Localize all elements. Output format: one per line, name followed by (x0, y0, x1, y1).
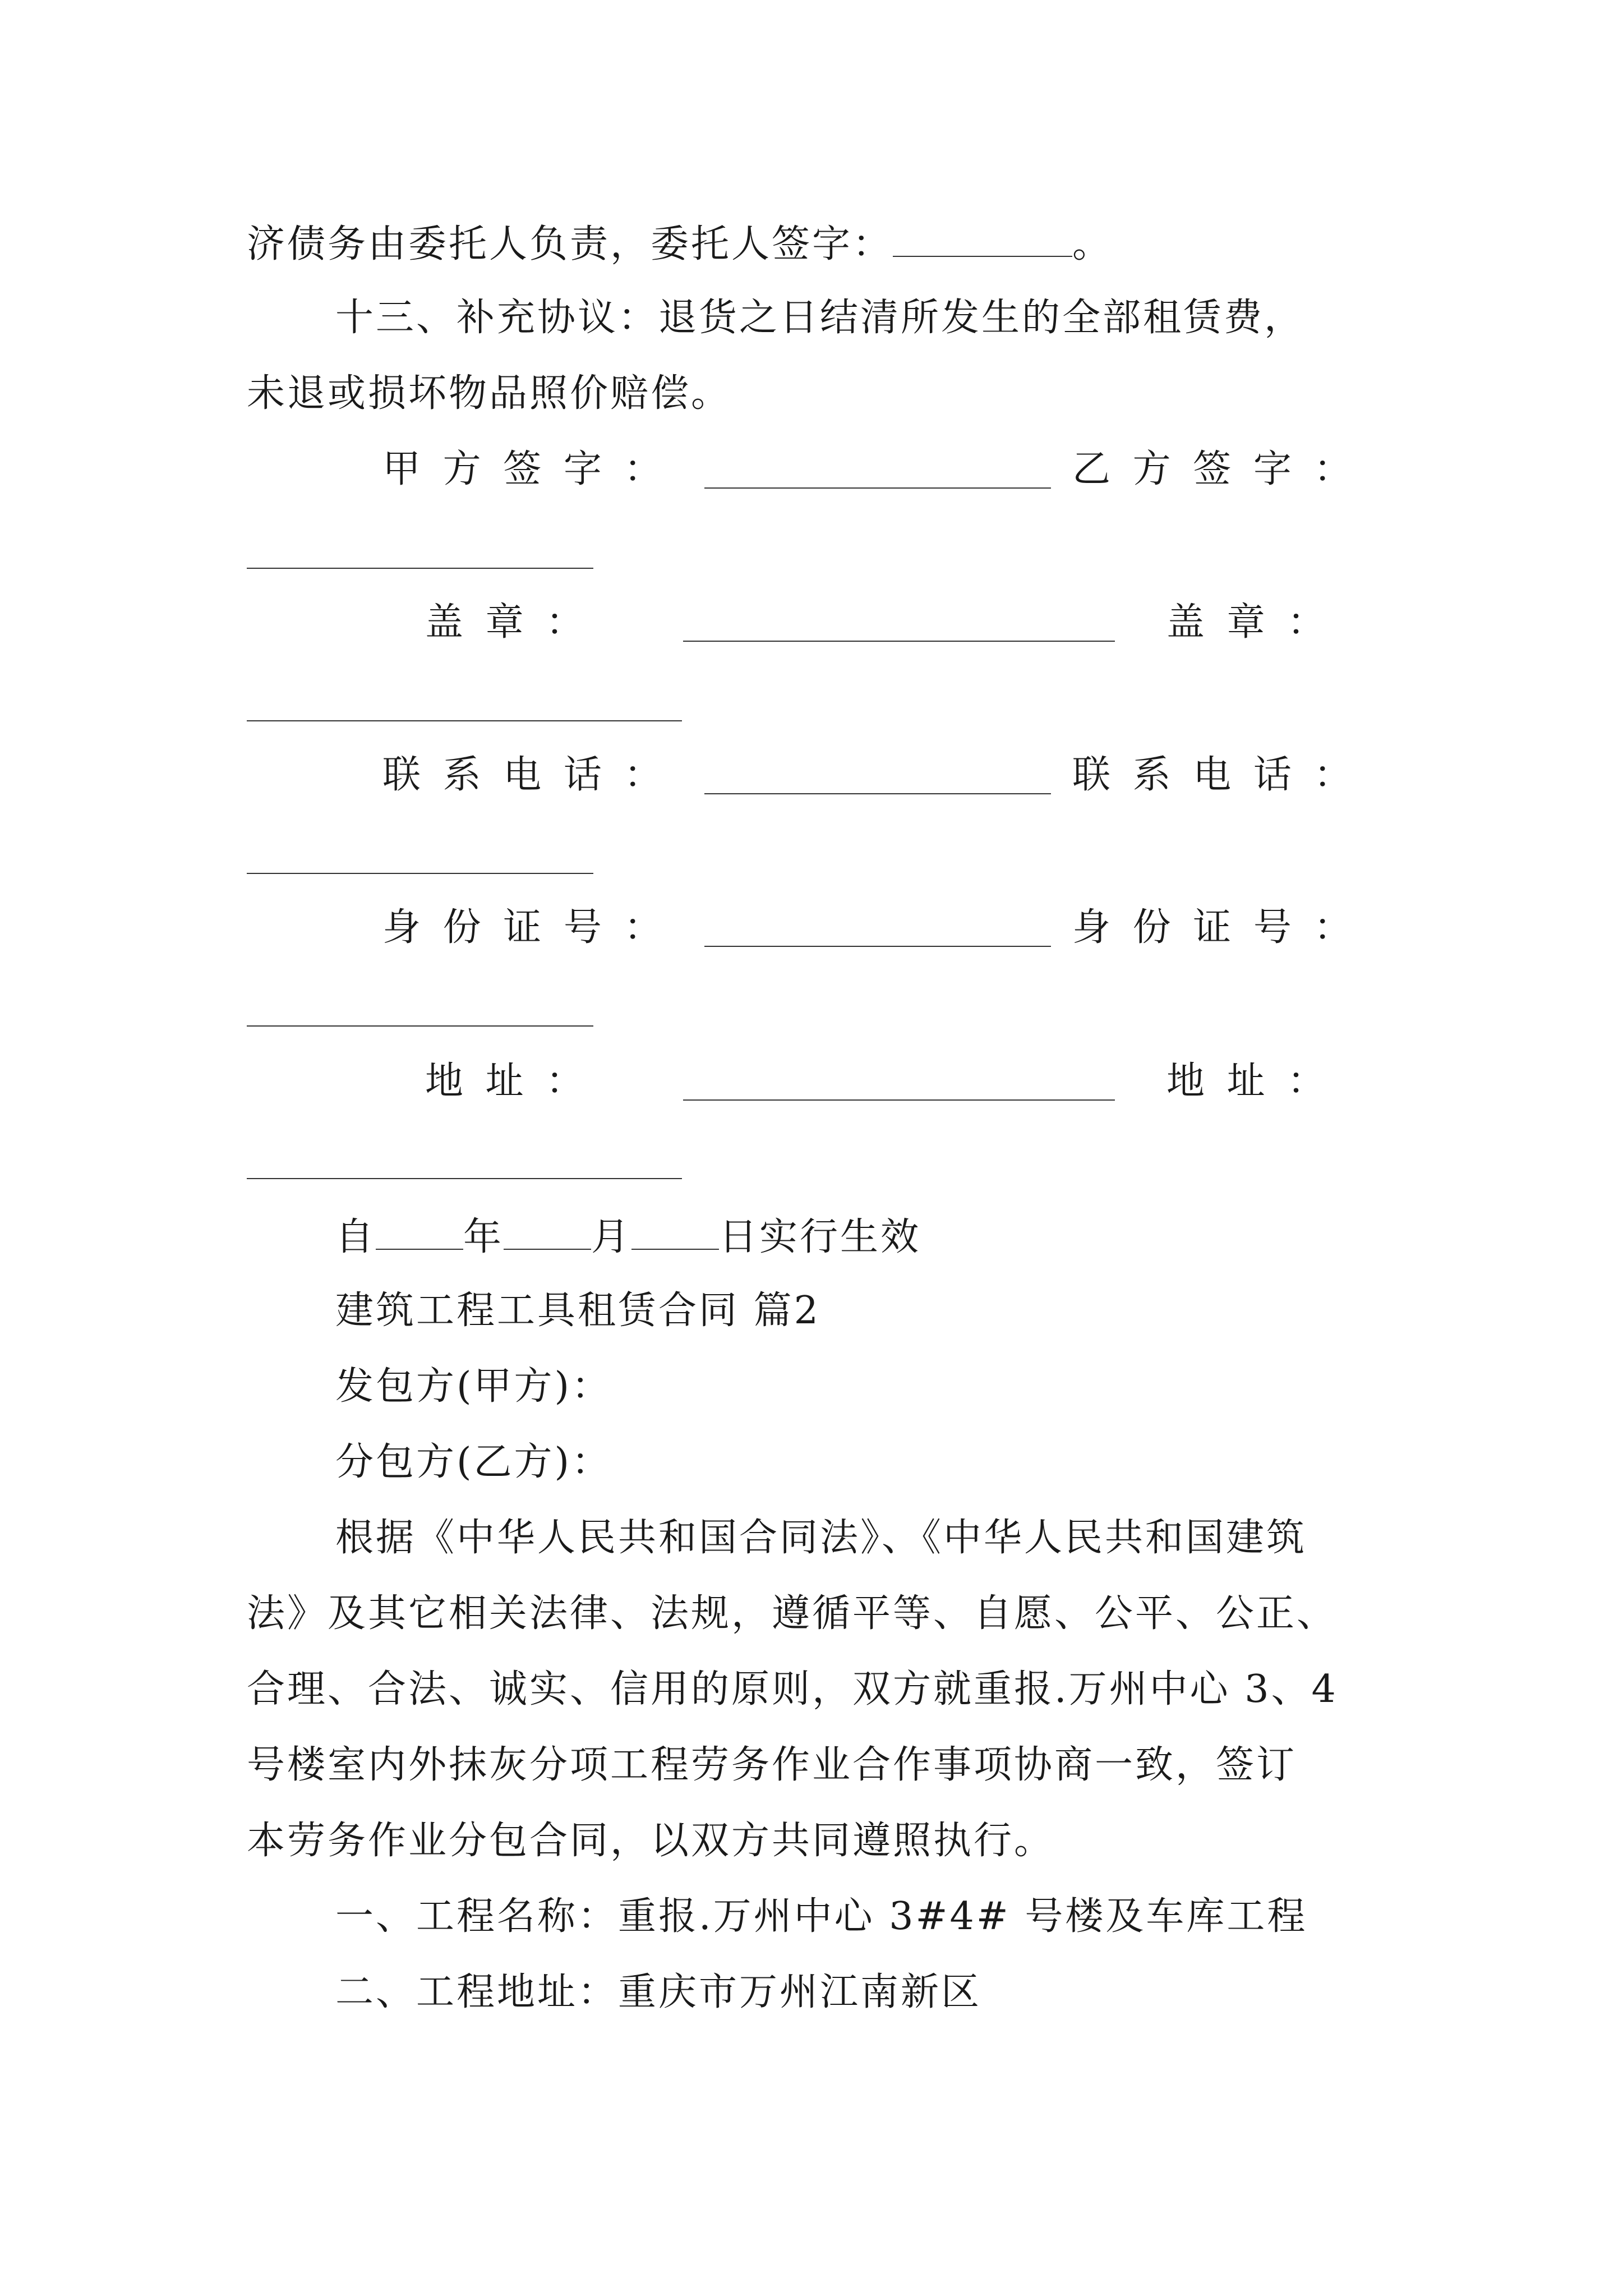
addr-a-field[interactable] (683, 1099, 1115, 1101)
addr-b-label: 地 址 ： (1166, 1059, 1326, 1103)
phone-a-label: 联 系 电 话 ： (382, 753, 662, 797)
signature-row-party (247, 447, 1375, 495)
effective-date-line (335, 1216, 921, 1257)
id-a-field[interactable] (704, 946, 1051, 947)
seal-b-label: 盖 章 ： (1166, 600, 1326, 645)
paragraph-line-1: 根据《中华人民共和国合同法》、《中华人民共和国建筑 (335, 1516, 1307, 1560)
addr-b-field[interactable] (247, 1178, 682, 1179)
party-a-sign-label: 甲 方 签 字 ： (382, 447, 662, 491)
paragraph-line-4: 号楼室内外抹灰分项工程劳务作业合作事项协商一致，签订 (247, 1743, 1297, 1787)
month-label: 月 (591, 1215, 632, 1259)
effective-suffix: 日实行生效 (719, 1215, 921, 1259)
seal-a-field[interactable] (683, 641, 1115, 642)
employer-line: 发包方(甲方)： (335, 1364, 612, 1409)
text-line-compensation: 未退或损坏物品照价赔偿。 (247, 371, 732, 416)
phone-b-field[interactable] (247, 873, 593, 874)
party-a-sign-field[interactable] (704, 487, 1051, 489)
party-b-sign-field[interactable] (247, 568, 593, 569)
signature-row-address (247, 1059, 1375, 1107)
seal-a-label: 盖 章 ： (425, 600, 584, 645)
period: 。 (1072, 222, 1113, 266)
id-b-label: 身 份 证 号 ： (1072, 905, 1352, 950)
signature-row-phone (247, 753, 1375, 801)
phone-b-label: 联 系 电 话 ： (1072, 753, 1352, 797)
debt-text: 济债务由委托人负责，委托人签字： (247, 222, 893, 266)
id-b-field[interactable] (247, 1025, 593, 1027)
section-title: 建筑工程工具租赁合同 篇2 (335, 1289, 820, 1333)
party-b-sign-label: 乙 方 签 字 ： (1072, 447, 1352, 491)
text-line-supplement: 十三、补充协议：退货之日结清所发生的全部租赁费， (335, 296, 1305, 340)
phone-a-field[interactable] (704, 793, 1051, 794)
client-signature-blank[interactable] (893, 223, 1072, 257)
signature-row-id (247, 905, 1375, 954)
year-blank[interactable] (376, 1216, 463, 1250)
effective-prefix: 自 (335, 1215, 376, 1259)
item-project-name: 一、工程名称：重报.万州中心 3#4# 号楼及车库工程 (335, 1894, 1308, 1939)
day-blank[interactable] (631, 1216, 719, 1250)
paragraph-line-2: 法》及其它相关法律、法规，遵循平等、自愿、公平、公正、 (247, 1591, 1338, 1636)
paragraph-line-5: 本劳务作业分包合同，以双方共同遵照执行。 (247, 1819, 1055, 1863)
subcontractor-line: 分包方(乙方)： (335, 1440, 612, 1484)
item-project-address: 二、工程地址：重庆市万州江南新区 (335, 1970, 982, 2014)
month-blank[interactable] (504, 1216, 591, 1250)
id-a-label: 身 份 证 号 ： (382, 905, 662, 950)
year-label: 年 (463, 1215, 504, 1259)
signature-row-seal (247, 600, 1375, 648)
paragraph-line-3: 合理、合法、诚实、信用的原则，双方就重报.万州中心 3、4 (247, 1667, 1338, 1711)
seal-b-field[interactable] (247, 720, 682, 721)
text-line-debt (247, 223, 1113, 264)
addr-a-label: 地 址 ： (425, 1059, 584, 1103)
